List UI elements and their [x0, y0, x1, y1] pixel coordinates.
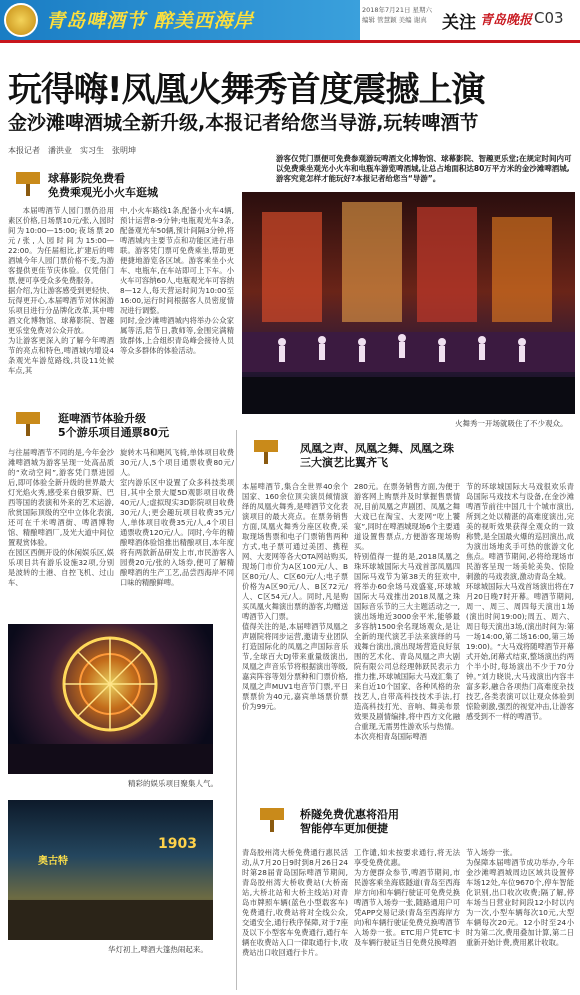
section-name: 关注: [442, 13, 476, 33]
crowd-shape: [8, 900, 213, 940]
section2-title-line2: 5个游乐项目通票80元: [58, 426, 169, 439]
section4-body-col3: 节入场券一张。 为保障本届啤酒节成功举办,今年金沙滩啤酒城周边区域共设置停车场12处,车位9670个,停车智能化识别,出口收次收费;隔了解,停车场当日营业时间段12小时以内为一次,小型车辆每次10元,大型车辆每次20元。12小时至24小时为第二次,费用叠加计算,第二日重新开始计费,费用累计收取。: [466, 848, 574, 947]
section4-body-col1: 青岛胶州湾大桥免费通行惠民活动,从7月20日9时到8月26日24时第28届青岛国际啤酒节期间,青岛胶州湾大桥收费站(大桥南站,大桥北站和大桥主线站)对青岛市牌照车辆(蓝色小型载客车)免费通行,收费站将对全线公众,交通安全,通行秩序保障,对于7座及以下小型客车免费通行,通行车辆在收费站入口一律取通行卡,收费站出口收回通行卡片。: [242, 848, 348, 957]
issue-date: 2018年7月21日 星期六: [362, 6, 433, 14]
banner-slogan: 青岛啤酒节 醉美西海岸: [46, 10, 254, 32]
section4-title-line2: 智能停车更加便捷: [300, 822, 388, 835]
header-rule: [0, 40, 580, 43]
column-divider: [236, 430, 237, 990]
section1-title-line1: 球幕影院免费看: [48, 172, 125, 185]
section3-title-line1: 凤凰之声、凤凰之舞、凤凰之珠: [300, 442, 454, 455]
section3-title-line2: 三大演艺比翼齐飞: [300, 456, 388, 469]
stage-illustration: [242, 192, 575, 414]
amusement-ride-photo: [8, 624, 213, 774]
fire-dance-show-photo: [242, 192, 575, 414]
section2-body-col2: 旋转木马和飓风飞椅,单体项目收费30元/人,5个项目通票收费80元/人。 室内游乐区中设置了众多科技类项目,其中全景大厦5D观影项目收费40元/人;虚拟现实3D影院项目收费30元/人;更会趣玩项目收费35元/人,单体项目收费35元/人,4个项目通票收费120元/人。同时,今年的精酿啤酒体验馆推出精酿项目,本年度将有两款新品研发上市,市民游客入园费20元/张的入场券,便可了解精酿啤酒的生产工艺,品尝西海岸不同口味的精酿鲜啤。: [120, 448, 234, 587]
beer-sign-icon: [258, 806, 286, 832]
ferris-wheel-illustration: [8, 624, 213, 774]
section3-body-col1: 本届啤酒节,集合全世界40余个国家、160余位顶尖演员倾情演绎的凤凰火舞秀,是啤酒节文化表演项目的最大亮点。在票务销售方面,凤凰火舞秀分座区收费,采取现场售票和电子门票销售两种方式,电子票可通过美团、携程网、大麦网等各大OTA网站购买,现场门市价为A区100元/人、B区80元/人、C区60元/人;电子票价格为A区90元/人、B区72元/人、C区54元/人。同时,凡是购买凤凰火舞演出票的游客,均赠送啤酒节入门票。 值得关注的是,本届啤酒节凤凰之声剧院将同步运营,邀请专业团队打造国际化的凤凰之声国际音乐节,全球百大DJ带来重量级演出,凤凰之声音乐节将根据演出等级,嘉宾阵容等划分票种和门票价格,凤凰之声MUV1电音节门票,平日票票价为40元,嘉宾单场票价票价为99元。: [242, 482, 348, 711]
beer-festival-logo-icon: [4, 3, 38, 37]
masthead-banner: [0, 0, 360, 40]
tent-sign-augerta: 奥古特: [38, 856, 68, 867]
section4-title: [300, 808, 399, 836]
section3-body-col3: 节的环球城国际大马戏很欢乐青岛国际马戏技术与设备,在金沙滩啤酒节前往中国几十个城市演出,所到之处以精湛的高难度演出,完美的视听效果获得全观众的一致称赞,是全国最火爆的巡回演出,成为演出场地炙手可热的旅游文化焦点。啤酒节期间,必将给现场市民游客呈现一场美轮美奂、惊险刺激的马戏表演,激动青岛全城。 环球城国际大马戏首场演出将在7月20日晚7时开幕。啤酒节期间,周一、周三、周四每天演出1场(演出时间19:00);周五、周六、周日每天演出3场,(演出时间为:第一场14:00,第二场16:00,第三场19:00)。“大马戏将随啤酒节开幕式开始,闭幕式结束,整场演出约两个半小时,每场演出不少于70分钟。”刘力晓说,大马戏演出内容丰富多彩,融合各项热门高难度杂技技艺,各类表演可以让观众体验到惊险刺激,强烈的视觉冲击,让游客感受到不一样的啤酒节。: [466, 482, 574, 721]
main-headline: 玩得嗨!凤凰火舞秀首度震撼上演: [8, 70, 485, 110]
beer-sign-icon: [252, 438, 280, 464]
paper-name: 青岛晚报: [480, 13, 533, 28]
beer-tent-photo: [8, 800, 213, 940]
ride-photo-caption: 精彩的娱乐项目聚集人气。: [128, 779, 218, 788]
beer-sign-icon: [14, 170, 42, 196]
section1-body-col2: 中,小火车路线1条,配备小火车4辆,预计运营8-9分钟;电瓶观光车3条,配备观光车50辆,预计间隔3分钟,将啤酒城内主要节点和功能区进行串联。游客凭门票可免费乘坐,帮助更便捷地游览各区域。游客乘坐小火车、电瓶车,在车站即可上下车。小火车可容纳60人,电瓶观光车可容纳8—12人,每天营运时间为10:00至16:00,运行时间根据客人员密度情况进行调整。 同时,金沙滩啤酒城内将举办公众家属等活,陪节日,教师等,金围完满精致群体,上合组织青岛峰会接待人员等众多群体的体验活动。: [120, 206, 234, 355]
issue-editors: 编辑 管慧颖 美编 谢真: [362, 16, 427, 24]
section4-body-col2: 工作谴,如未按要求通行,将无法享受免费优惠。 为方便群众参节,啤酒节期间,市民游客乘坐海底隧道(青岛至西海岸方向)和车辆行驶证可免费兑换啤酒节入场券一张,随路通用户可凭APP交易记录(青岛至西海岸方向)和车辆行驶证免费兑换啤酒节入场券一张。ETC用户凭ETC卡及车辆行驶证当日免费兑换啤酒: [354, 848, 460, 947]
section4-title-line1: 桥隧免费优惠将沿用: [300, 808, 399, 821]
stage-photo-caption: 火舞秀一开场就吸住了不少观众。: [455, 419, 568, 428]
main-subhead: 金沙滩啤酒城全新升级,本报记者给您当导游,玩转啤酒节: [8, 112, 479, 134]
section2-title: [58, 412, 169, 440]
section1-title: [48, 172, 158, 200]
lead-caption: 游客仅凭门票便可免费参观游玩啤酒文化博物馆、球幕影院、智趣更乐堂;在规定时间内可以免费乘坐观光小火车和电瓶车游览啤酒城,让总占地面积达80万平方米的金沙滩啤酒城,游客究竟怎样才能玩好?本报记者给您当“导游”。: [276, 154, 572, 183]
issue-info: [362, 5, 442, 25]
section3-body-col2: 280元。在票务销售方面,为便于游客网上购票并及时掌握售票情况,目前凤凰之声剧团、凤凰之舞大戏已在淘宝、大麦网“吃上饕宴”,同时在啤酒城现场6个主要通道设置售票点,方便游客现场购买。 特别值得一提的是,2018凤凰之珠环球城国际大马戏首部凤凰四国际马戏节为第38天的狂欢中,将举办60余场马戏盛宴,环球城国际大马戏推出2018凤凰之珠国际音乐节的三大主题活动之一,演出场地近3000余平米,能够最多容纳1500余名现场观众,是让全新的现代演艺手法来演绎的马戏舞台演出,演出现场营造良好氛围的艺术化、青岛凤凰之声大剧院有限公司总经理韩跃民表示力推力推,环球城国际大马戏汇集了来自近10个国家、各种风格的杂技艺人,自带高科技技术手法,打造高科技打光、音响、舞美布景效果及剧情编排,将中西方文化融合重现,无需男性游欢乐与热情。 本次亮相青岛国际啤酒: [354, 482, 460, 741]
beer-sign-icon: [14, 410, 42, 436]
section1-body-col1: 本届啤酒节人园门票仍沿用素区价格,日场票10元/张,入园时间为10:00—15:00;夜场票20元/张,人园时间为15:00—22:00。为任届相比,扩建后的啤酒城今年人园门票价格不变,为游客提供更佳节庆体验。仅凭借门票,便可享受众多免费服务。 据介绍,为让游客感受到更轻快、玩得更开心,本届啤酒节对休闲游乐项目进行分品牌化改革,其中啤酒文化博物馆、球幕影院、智趣更乐堂免费对公众开放。 为让游客更深入的了解今年啤酒节的亮点和特色,啤酒城内增设4条观光车游览路线,共设11处候车点,其: [8, 206, 114, 375]
section2-title-line1: 逛啤酒节体验升级: [58, 412, 146, 425]
night-photo-caption: 华灯初上,啤酒大篷热闹起来。: [108, 945, 208, 954]
section3-title: [300, 442, 454, 470]
section2-body-col1: 与往届啤酒节不同的是,今年金沙滩啤酒城为游客呈现一处高品质的“欢动空间”,游客凭门票进园后,即可体验全新升级的世界最大灯光焰火秀,感受来自俄罗斯、巴西等国的表演和外来的艺术运游,欣赏国际顶级的空中立体化表演,还可在千米啤酒街、啤酒博物馆、精酿啤酒厂,及光大道中间位置观赏体验。 在园区西侧开设的休闲娱乐区,娱乐项目共有游乐设施32项,分别是波转的士港、自控飞机、过山车、: [8, 448, 114, 587]
byline: 本报记者 潘洪业 实习生 张明坤: [8, 146, 136, 155]
section1-title-line2: 免费乘观光小火车逛城: [48, 186, 158, 199]
page-number: C03: [534, 9, 564, 27]
tent-sign-1903: 1903: [158, 836, 197, 852]
